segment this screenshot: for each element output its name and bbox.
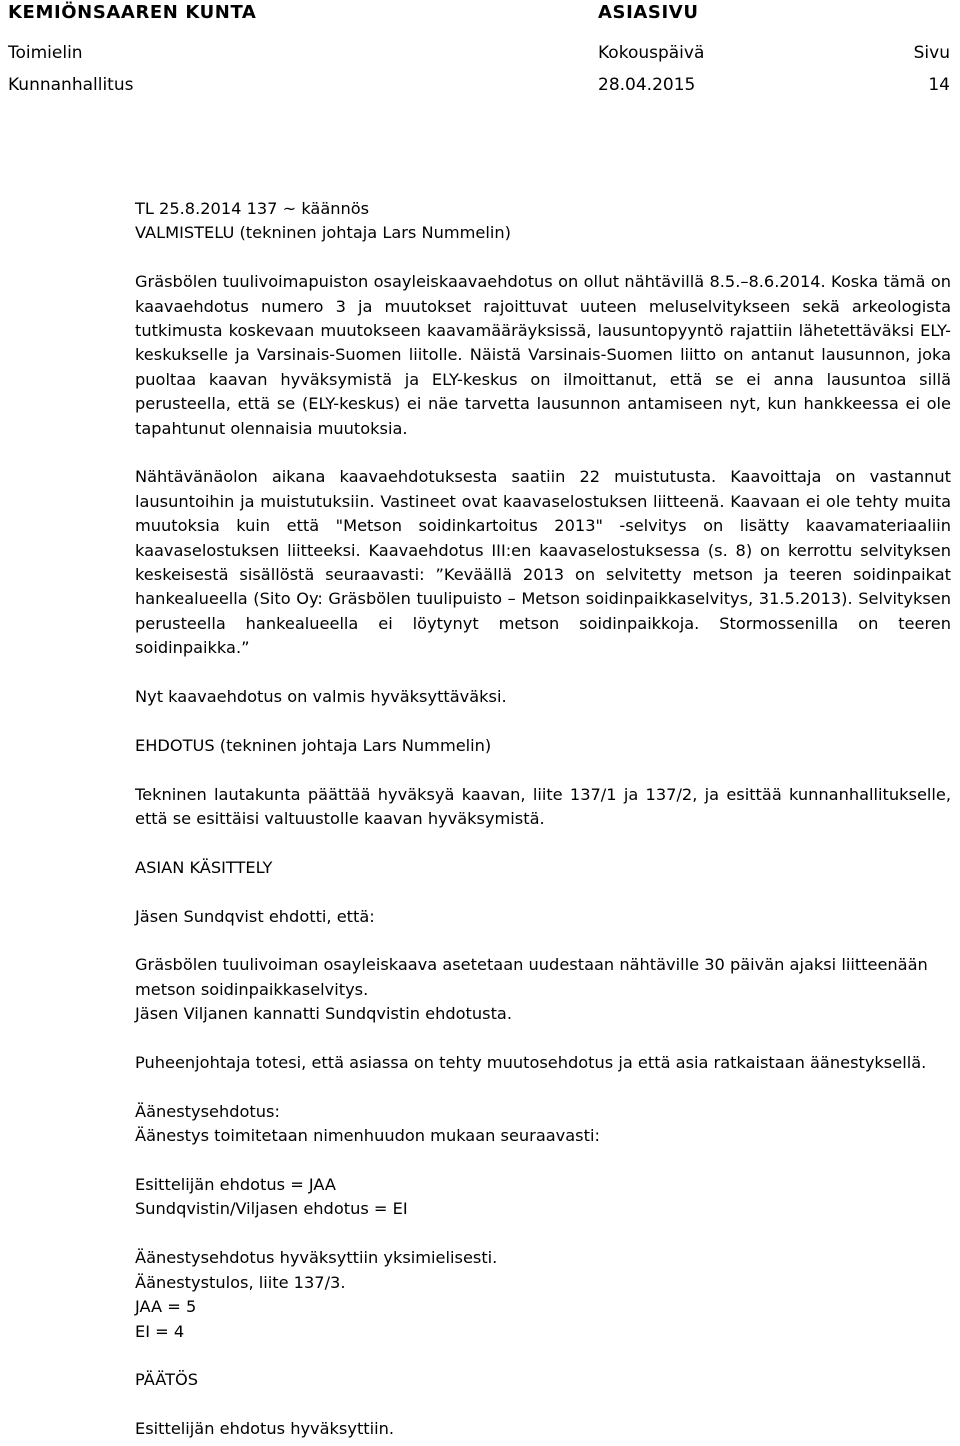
document-body: [135, 197, 951, 1442]
reference-line: TL 25.8.2014 137 ~ käännös: [135, 199, 370, 218]
vote-proposal-heading: Äänestysehdotus:: [135, 1101, 280, 1121]
body-value: Kunnanhallitus: [8, 75, 134, 95]
sundqvist-intro: Jäsen Sundqvist ehdotti, että:: [135, 906, 375, 926]
vote-proposal-accepted: Äänestysehdotus hyväksyttiin yksimielisesti.: [135, 1248, 498, 1268]
vote-option-yes: Esittelijän ehdotus = JAA: [135, 1175, 337, 1195]
vote-yes-count: JAA = 5: [135, 1297, 197, 1317]
vote-option-no: Sundqvistin/Viljasen ehdotus = EI: [135, 1199, 408, 1219]
document-type: ASIASIVU: [598, 2, 699, 23]
decision-text: Esittelijän ehdotus hyväksyttiin.: [135, 1419, 395, 1439]
document-header: [8, 0, 950, 100]
organization-name: KEMIÖNSAAREN KUNTA: [8, 2, 257, 23]
preparation-paragraph-2: Nähtävänäolon aikana kaavaehdotuksesta saatiin 22 muistutusta. Kaavoittaja on vastannut lausuntoihin ja muistutuksiin. Vastineet ovat kaavaselostuksen liitteenä. Kaavaan ei ole tehty muita muutoksia kuin että "Metson soidinkartoitus 2013" -selvitys on lisätty kaavamateriaaliin kaavaselostuksen liitteeksi. Kaavaehdotus III:en kaavaselostuksessa (s. 8) on kerrottu selvityksen keskeisestä sisällöstä seuraavasti: ”Keväällä 2013 on selvitetty metson ja teeren soidinpaikat hankealueella (Sito Oy: Gräsbölen tuulipuisto – Metson soidinpaikkaselvitys, 31.5.2013). Selvityksen perusteella hankealueella ei löytynyt metson soidinpaikkoja. Stormossenilla on teeren soidinpaikka.”: [135, 467, 951, 658]
sundqvist-proposal: Gräsbölen tuulivoiman osayleiskaava asetetaan uudestaan nähtäville 30 päivän ajaksi liitteenään metson soidinpaikkaselvitys.: [135, 955, 928, 999]
vote-method: Äänestys toimitetaan nimenhuudon mukaan seuraavasti:: [135, 1126, 600, 1146]
page-label: Sivu: [913, 43, 950, 63]
page-number: 14: [928, 75, 950, 95]
meeting-date: 28.04.2015: [598, 75, 696, 95]
handling-heading: ASIAN KÄSITTELY: [135, 857, 273, 877]
decision-heading: PÄÄTÖS: [135, 1370, 198, 1390]
preparation-heading: VALMISTELU (tekninen johtaja Lars Nummelin): [135, 223, 511, 243]
chair-statement: Puheenjohtaja totesi, että asiassa on tehty muutosehdotus ja että asia ratkaistaan äänestyksellä.: [135, 1053, 927, 1073]
vote-no-count: EI = 4: [135, 1321, 185, 1341]
preparation-paragraph-3: Nyt kaavaehdotus on valmis hyväksyttäväksi.: [135, 687, 507, 707]
body-label: Toimielin: [8, 43, 83, 63]
proposal-text: Tekninen lautakunta päättää hyväksyä kaavan, liite 137/1 ja 137/2, ja esittää kunnanhallitukselle, että se esittäisi valtuustolle kaavan hyväksymistä.: [135, 784, 951, 829]
date-label: Kokouspäivä: [598, 43, 705, 63]
proposal-heading: EHDOTUS (tekninen johtaja Lars Nummelin): [135, 735, 492, 755]
vote-result: Äänestystulos, liite 137/3.: [135, 1272, 346, 1292]
viljanen-support: Jäsen Viljanen kannatti Sundqvistin ehdotusta.: [135, 1004, 512, 1024]
preparation-paragraph-1: Gräsbölen tuulivoimapuiston osayleiskaavaehdotus on ollut nähtävillä 8.5.–8.6.2014. Koska tämä on kaavaehdotus numero 3 ja muutokset rajoittuvat uuteen meluselvitykseen sekä arkeologista tutkimusta koskevaan muutokseen kaavamääräyksissä, lausuntopyyntö rajattiin lähetettäväksi ELY-keskukselle ja Varsinais-Suomen liitolle. Näistä Varsinais-Suomen liitto on antanut lausunnon, joka puoltaa kaavan hyväksymistä ja ELY-keskus on ilmoittanut, että se ei anna lausuntoa sillä perusteella, että se (ELY-keskus) ei näe tarvetta lausunnon antamiseen nyt, kun hankkeessa ei ole tapahtunut olennaisia muutoksia.: [135, 272, 951, 438]
